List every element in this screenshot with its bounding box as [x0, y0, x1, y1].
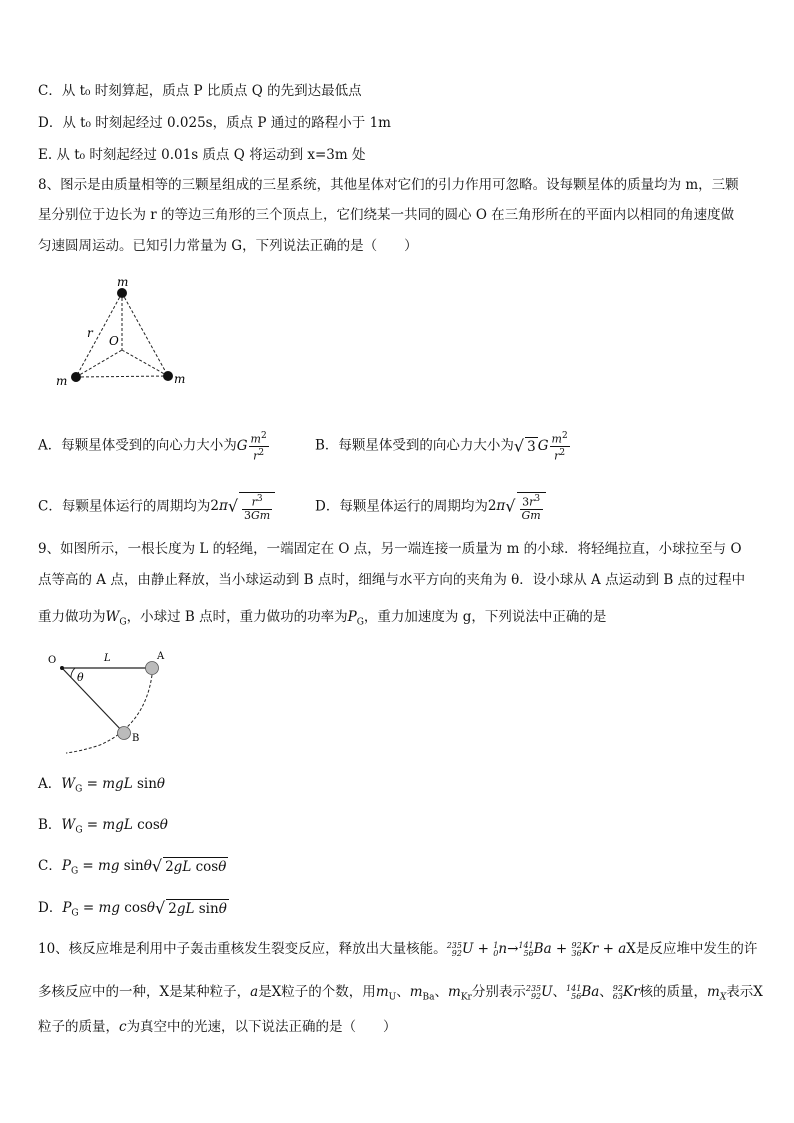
- q8-stem-line3: 匀速圆周运动。已知引力常量为 G，下列说法正确的是（ ）: [38, 238, 418, 254]
- q8-fig-m-top: m: [117, 275, 129, 289]
- q8-fig-o: O: [109, 334, 119, 348]
- q10-stem-line2a: 多核反应中的一种，X是某种粒子，: [38, 984, 251, 1000]
- q10-stem-line2e: 表示X: [726, 984, 763, 1000]
- q8-option-d: [315, 492, 546, 522]
- q10-stem-line3b: 为真空中的光速，以下说法正确的是（ ）: [126, 1019, 397, 1035]
- q10-stem-line3: 粒子的质量，c为真空中的光速，以下说法正确的是（ ）: [38, 1019, 397, 1035]
- q9-stem-line3: [38, 608, 606, 632]
- q9-fig-b: B: [132, 733, 140, 744]
- q9-fig-o: O: [48, 655, 57, 666]
- q7-option-c: C．从 t₀ 时刻算起，质点 P 比质点 Q 的先到达最低点: [38, 83, 362, 99]
- q8-option-a-formula: G $\frac{m^2}{r^2}$: [236, 431, 267, 463]
- q10-stem-line2b: 是X粒子的个数，用: [258, 984, 376, 1000]
- q9-option-d: D．$P_G$ = mg cosθ√ 2gL sinθ: [38, 898, 227, 919]
- q8-option-d-text: D．每颗星体运行的周期均为: [315, 498, 488, 515]
- q8-stem-line2: 星分别位于边长为 r 的等边三角形的三个顶点上，它们绕某一共同的圆心 O 在三角形所在的平面内以相同的角速度做: [38, 207, 735, 223]
- q8-stem-line1: 8、图示是由质量相等的三颗星组成的三星系统，其他星体对它们的引力作用可忽略。设每颗星体的质量均为 m，三颗: [38, 177, 739, 193]
- q8-fig-r: r: [87, 326, 93, 340]
- q10-stem-line1a: 10、核反应堆是利用中子轰击重核发生裂变反应，释放出大量核能。: [38, 941, 447, 957]
- q9-fig-a: A: [157, 651, 165, 662]
- q7-option-d: D．从 t₀ 时刻起经过 0.025s，质点 P 通过的路程小于 1m: [38, 115, 391, 131]
- q9-option-b: B．$W_G$ = mgL cosθ: [38, 817, 168, 836]
- q8-option-c-text: C．每颗星体运行的周期均为: [38, 498, 211, 515]
- q8-option-a: [38, 430, 270, 462]
- q8-triangle-figure: [50, 275, 200, 390]
- q9-stem-line3a: 重力做功为: [38, 609, 106, 625]
- q8-option-d-formula: 2π√ $\frac{3r^3}{Gm}$: [488, 498, 546, 514]
- q7-option-e: E. 从 t₀ 时刻起经过 0.01s 质点 Q 将运动到 x=3m 处: [38, 147, 366, 163]
- q9-fig-l: L: [104, 653, 111, 664]
- q10-reaction-equation: 235 92 U + 1 0 n→ 141 56 Ba + 92 36 Kr + aX: [446, 940, 636, 958]
- q8-option-c: [38, 492, 275, 522]
- q9-pg-symbol: $P_G$: [347, 609, 364, 628]
- q9-stem-line3c: ，重力加速度为 g，下列说法中正确的是: [363, 609, 607, 625]
- q8-fig-m-right: m: [174, 372, 186, 386]
- q9-pendulum-figure: [40, 645, 180, 757]
- q10-stem-line2: 多核反应中的一种，X是某种粒子，a是X粒子的个数，用$m_U$、$m_{Ba}$、$m_{Kr}$分别表示 235 92 U、 141 56 Ba、 92 63 Kr核的质量，$m_X$表示X: [38, 983, 763, 1003]
- q8-option-a-text: A．每颗星体受到的向心力大小为: [38, 437, 237, 454]
- q9-option-a: A．$W_G$ = mgL sinθ: [38, 776, 166, 795]
- q9-option-c: C．$P_G$ = mg sinθ√ 2gL cosθ: [38, 856, 227, 877]
- q9-stem-line3b: ，小球过 B 点时，重力做功的功率为: [126, 609, 348, 625]
- q9-stem-line1: 9、如图所示，一根长度为 L 的轻绳，一端固定在 O 点，另一端连接一质量为 m 的小球．将轻绳拉直，小球拉至与 O: [38, 541, 742, 557]
- q10-stem-line3a: 粒子的质量，: [38, 1019, 119, 1035]
- q8-fig-m-left: m: [56, 374, 68, 388]
- q10-stem-line1: [38, 940, 757, 958]
- q10-stem-line2d: 核的质量，: [639, 984, 708, 1000]
- q9-fig-theta: θ: [77, 671, 84, 684]
- q9-stem-line2: 点等高的 A 点，由静止释放，当小球运动到 B 点时，细绳与水平方向的夹角为 θ．设小球从 A 点运动到 B 点的过程中: [38, 572, 746, 588]
- q9-wg-symbol: $W_G$: [105, 609, 127, 628]
- q8-option-b-text: B．每颗星体受到的向心力大小为: [315, 437, 514, 454]
- q8-option-c-formula: 2π√ $\frac{r^3}{3Gm}$: [210, 498, 275, 514]
- q8-option-b: [315, 430, 571, 462]
- q10-stem-line1b: 是反应堆中发生的许: [635, 941, 758, 957]
- q8-option-b-formula: √ 3 G $\frac{m^2}{r^2}$: [513, 431, 568, 463]
- q10-stem-line2c: 分别表示: [471, 984, 526, 1000]
